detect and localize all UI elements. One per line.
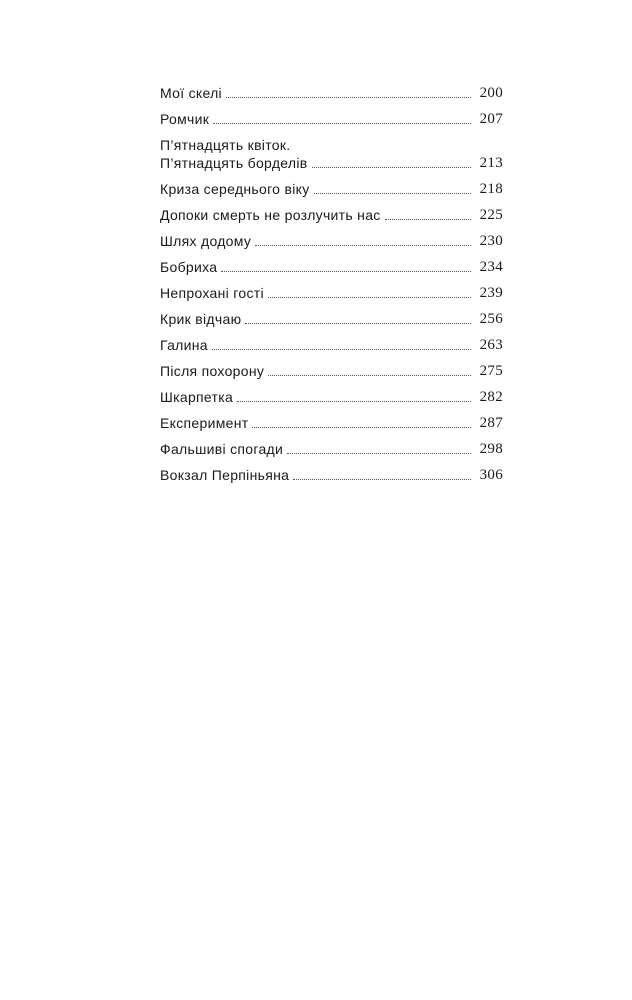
toc-entry-page: 239 — [479, 285, 503, 301]
dot-leader — [237, 401, 471, 402]
toc-entry-title: Допоки смерть не розлучить нас — [160, 207, 381, 223]
toc-entry-line2 — [160, 150, 503, 176]
dot-leader — [312, 167, 471, 168]
toc-entry-page: 298 — [479, 441, 503, 457]
toc-entry-page: 282 — [479, 389, 503, 405]
toc-entry — [160, 358, 503, 384]
toc-entry — [160, 202, 503, 228]
dot-leader — [226, 97, 471, 98]
dot-leader — [293, 479, 471, 480]
dot-leader — [287, 453, 471, 454]
toc-entry — [160, 462, 503, 488]
toc-entry-title: Галина — [160, 337, 208, 353]
toc-entry — [160, 136, 503, 176]
toc-entry-title: Фальшиві спогади — [160, 441, 284, 457]
toc-entry — [160, 106, 503, 132]
toc-entry-page: 207 — [479, 111, 503, 127]
toc-entry-page: 225 — [479, 207, 503, 223]
toc-entry — [160, 254, 503, 280]
toc-entry — [160, 332, 503, 358]
toc-entry — [160, 436, 503, 462]
toc-entry-title: Експеримент — [160, 415, 249, 431]
toc-entry-title: Непрохані гості — [160, 285, 264, 301]
toc-entry-title-line2: П’ятнадцять борделів — [160, 155, 308, 171]
toc-entry-title: Ромчик — [160, 111, 210, 127]
toc-entry-title: Крик відчаю — [160, 311, 242, 327]
toc-entry-page: 200 — [479, 85, 503, 101]
toc-entry-title: Шлях додому — [160, 233, 252, 249]
toc-entry — [160, 384, 503, 410]
toc-entry-title: Бобриха — [160, 259, 218, 275]
toc-entry-title: Після похорону — [160, 363, 265, 379]
toc-entry-page: 256 — [479, 311, 503, 327]
toc-entry-title: Мої скелі — [160, 85, 222, 101]
toc-entry — [160, 228, 503, 254]
toc-entry — [160, 306, 503, 332]
toc-entry-title: Шкарпетка — [160, 389, 234, 405]
toc-entry-page: 287 — [479, 415, 503, 431]
toc-entry-page: 230 — [479, 233, 503, 249]
dot-leader — [212, 349, 471, 350]
table-of-contents — [160, 80, 503, 488]
toc-entry — [160, 80, 503, 106]
toc-entry-page: 234 — [479, 259, 503, 275]
toc-entry-title: Вокзал Перпіньяна — [160, 467, 290, 483]
toc-entry-page: 218 — [479, 181, 503, 197]
toc-entry-page: 306 — [479, 467, 503, 483]
toc-entry-page: 263 — [479, 337, 503, 353]
toc-entry-title: Криза середнього віку — [160, 181, 310, 197]
dot-leader — [314, 193, 472, 194]
dot-leader — [213, 123, 471, 124]
toc-entry-page: 275 — [479, 363, 503, 379]
toc-entry — [160, 280, 503, 306]
toc-entry-title-line1: П’ятнадцять квіток. — [160, 137, 291, 153]
dot-leader — [385, 219, 471, 220]
dot-leader — [255, 245, 471, 246]
dot-leader — [221, 271, 471, 272]
toc-entry — [160, 410, 503, 436]
dot-leader — [252, 427, 471, 428]
toc-entry-page: 213 — [479, 155, 503, 171]
toc-entry — [160, 176, 503, 202]
dot-leader — [245, 323, 471, 324]
dot-leader — [268, 297, 471, 298]
dot-leader — [268, 375, 471, 376]
